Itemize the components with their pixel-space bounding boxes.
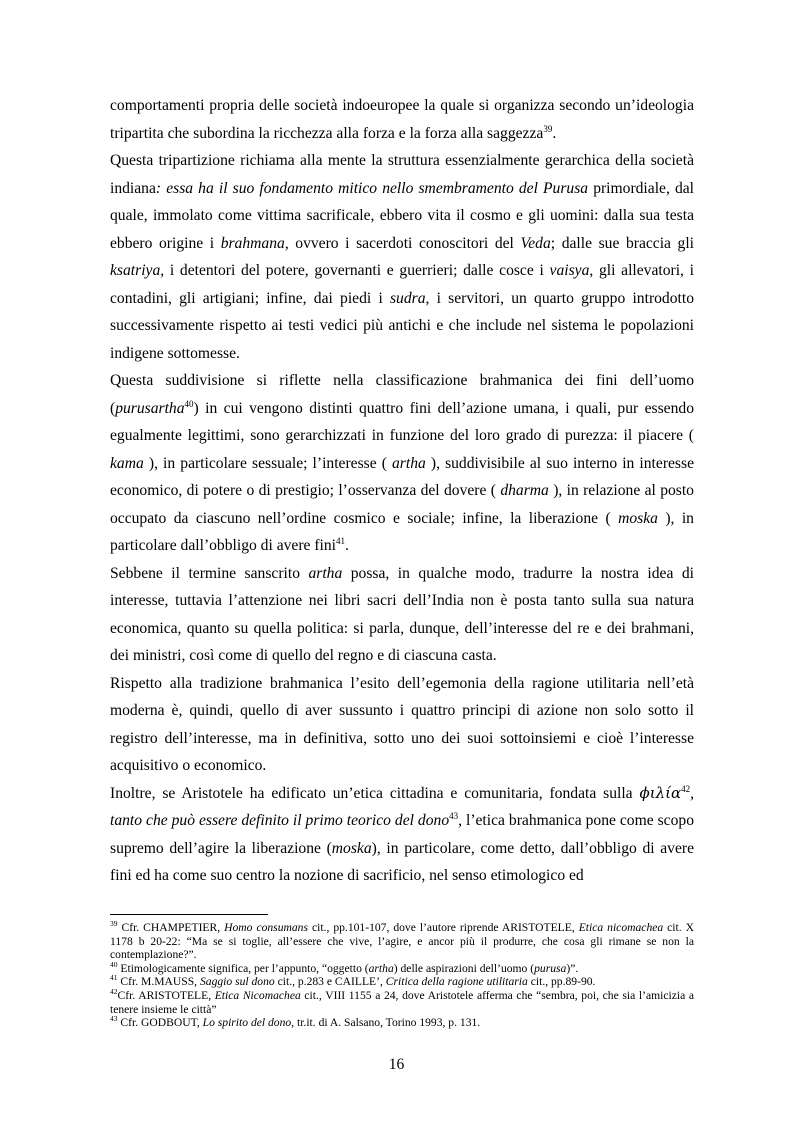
text: cit., VIII 1155 a 24, dove Aristotele afferma che “sembra, poi, che sia l’amicizia a tenere insieme le città” <box>110 988 694 1016</box>
text: Cfr. GODBOUT, <box>117 1016 203 1030</box>
title: Critica della ragione utilitaria <box>385 975 528 989</box>
footnote-number: 43 <box>110 1014 118 1024</box>
text: , tanto che può essere definito il primo teorico del dono <box>110 784 694 829</box>
text: Cfr. CHAMPETIER, <box>117 921 225 934</box>
term-sudra: sudra <box>389 289 426 307</box>
paragraph-4 <box>110 560 694 670</box>
term: artha <box>368 961 394 975</box>
text: , gli allevatori, i contadini, gli artigiani; infine, dai piedi i <box>110 262 694 307</box>
text: Cfr. M.MAUSS, <box>117 975 200 989</box>
footnote-ref-40[interactable]: 40 <box>184 398 194 409</box>
text: Etimologicamente significa, per l’appunto, “oggetto ( <box>117 961 369 975</box>
text: ), in particolare, come detto, dall’obbligo di avere fini ed ha come suo centro la nozione di sacrificio, nel senso etimologico ed <box>110 839 695 884</box>
text: primordiale, dal quale, immolato come vittima sacrificale, ebbero vita il cosmo e gli uomini: dalla sua testa ebbero origine i <box>110 179 694 252</box>
paragraph-3 <box>110 367 694 560</box>
text: , i detentori del potere, governanti e guerrieri; dalle cosce i <box>160 262 550 279</box>
footnote-ref-42[interactable]: 42 <box>681 783 691 794</box>
text: Cfr. ARISTOTELE, <box>117 988 215 1002</box>
footnote-41 <box>110 975 694 989</box>
title: Etica nicomachea <box>578 921 664 934</box>
paragraph-2 <box>110 147 694 367</box>
footnote-39 <box>110 921 694 962</box>
term-vaisya: vaisya <box>549 262 590 279</box>
term-purusartha: purusartha <box>115 399 185 417</box>
title: Saggio sul dono <box>199 975 275 989</box>
paragraph-6 <box>110 780 694 890</box>
term-brahmana: brahmana <box>220 234 285 252</box>
term-dharma: dharma <box>500 482 549 499</box>
term-purusa: Purusa <box>543 179 589 197</box>
text: Inoltre, se Aristotele ha edificato un’etica cittadina e comunitaria, fondata sulla <box>110 784 640 802</box>
paragraph-1 <box>110 92 694 147</box>
footnote-number: 41 <box>110 973 118 983</box>
text: . <box>552 124 557 142</box>
text: , tr.it. di A. Salsano, Torino 1993, p. 131. <box>291 1016 481 1030</box>
body-text <box>110 92 694 890</box>
footnote-ref-39[interactable]: 39 <box>543 123 553 134</box>
text: Questa suddivisione si riflette nella classificazione brahmanica dei fini dell’uomo ( <box>110 372 694 417</box>
term-artha: artha <box>308 564 343 582</box>
text: comportamenti propria delle società indoeuropee la quale si organizza secondo un’ideologia tripartita che subordina la ricchezza alla forza e la forza alla saggezza <box>110 97 694 142</box>
term: purusa <box>534 961 567 975</box>
paragraph-5 <box>110 670 694 780</box>
text: ; dalle sue braccia gli <box>550 234 695 252</box>
text: cit., pp.101-107, dove l’autore riprende ARISTOTELE, <box>307 921 579 934</box>
text: possa, in qualche modo, tradurre la nostra idea di interesse, tuttavia l’attenzione nei libri sacri dell’India non è posta tanto sulla sua natura economica, quanto su quella politica: si parla, dunque, dell’interesse del re e dei brahmani, dei ministri, così come di quello del regno e di ciascuna casta. <box>110 564 694 664</box>
page-number: 16 <box>388 1056 405 1073</box>
text: , i servitori, un quarto gruppo introdotto successivamente rispetto ai testi vedici più antichi e che include nel sistema le popolazioni indigene sottomesse. <box>110 289 694 362</box>
text: ), in particolare sessuale; l’interesse ( <box>143 454 392 472</box>
footnote-43 <box>110 1016 694 1030</box>
term-kama: kama <box>110 454 144 472</box>
text: Rispetto alla tradizione brahmanica l’esito dell’egemonia della ragione utilitaria nell’età moderna è, quindi, quello di aver sussunto i quattro principi di azione non solo sotto il registro dell’interesse, ma in definitiva, sotto uno dei suoi sottoinsiemi e cioè l’interesse acquisitivo o economico. <box>110 674 694 774</box>
term-veda: Veda <box>520 234 551 252</box>
term-artha: artha <box>392 454 426 472</box>
footnote-ref-43[interactable]: 43 <box>449 810 459 821</box>
footnote-number: 40 <box>110 959 118 969</box>
text: Questa tripartizione richiama alla mente la struttura essenzialmente gerarchica della società indiana <box>110 152 694 197</box>
text: . <box>345 537 349 554</box>
title: Lo spirito del dono <box>202 1016 292 1030</box>
footnote-number: 39 <box>110 919 118 929</box>
text: Sebbene il termine sanscrito <box>110 564 309 582</box>
term-moska: moska <box>331 839 372 857</box>
text: cit., p.283 e CAILLE’, <box>274 975 386 989</box>
term-ksatriya: ksatriya <box>110 262 161 279</box>
text: : essa ha il suo fondamento mitico nello smembramento del <box>155 179 544 197</box>
title: Etica Nicomachea <box>214 988 301 1002</box>
title: Homo consumans <box>224 921 308 934</box>
text: , ovvero i sacerdoti conoscitori del <box>284 234 521 252</box>
text: ) in cui vengono distinti quattro fini dell’azione umana, i quali, pur essendo egualmente legittimi, sono gerarchizzati in funzione del loro grado di purezza: il piacere ( <box>110 399 694 444</box>
text: cit., pp.89-90. <box>527 975 596 989</box>
footnote-separator <box>110 914 268 915</box>
text: cit. X 1178 b 20-22: “Ma se si toglie, all’essere che vive, l’agire, e ancor più il produrre, che cosa gli rimane se non la contemplazione?”. <box>110 921 695 962</box>
text: ), in particolare dall’obbligo di avere fini <box>110 509 694 554</box>
footnote-ref-41[interactable]: 41 <box>336 535 346 546</box>
footnote-number: 42 <box>110 987 118 997</box>
text: , l’etica brahmanica pone come scopo supremo dell’agire la liberazione ( <box>110 812 694 857</box>
footnote-42 <box>110 989 694 1016</box>
text: ), suddivisibile al suo interno in interesse economico, di potere o di prestigio; l’osservanza del dovere ( <box>110 454 694 499</box>
greek-philia: ϕιλία <box>639 783 682 802</box>
text: )”. <box>566 961 579 975</box>
footnotes <box>110 921 694 1030</box>
footnote-40 <box>110 959 694 976</box>
term-moska: moska <box>618 509 658 527</box>
text: ) delle aspirazioni dell’uomo ( <box>393 961 535 975</box>
text: ), in relazione al posto occupato da ciascuno nell’ordine cosmico e sociale; infine, la liberazione ( <box>110 482 694 527</box>
